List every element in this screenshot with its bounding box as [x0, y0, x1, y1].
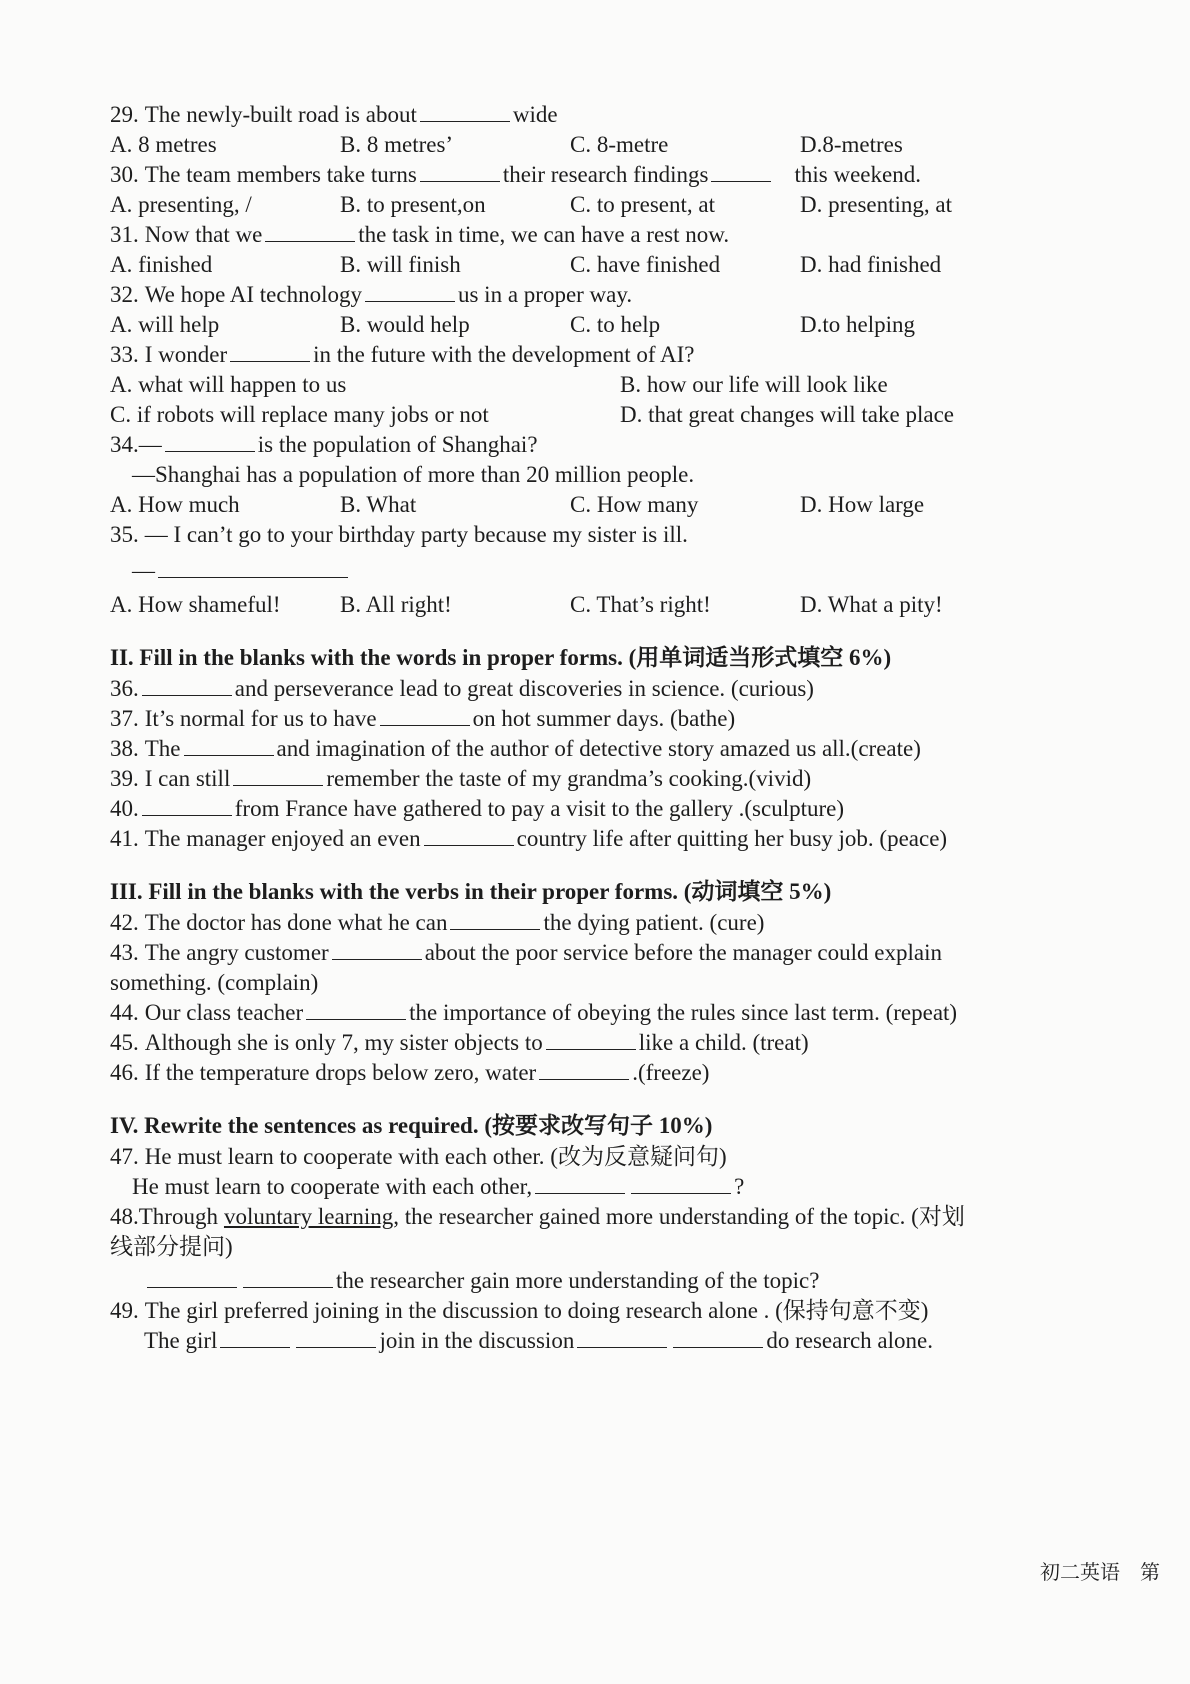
- answer-47: He must learn to cooperate with each other, ?: [132, 1174, 745, 1199]
- answer-blank[interactable]: [184, 735, 274, 756]
- answer-blank[interactable]: [142, 675, 232, 696]
- question-32: 32. We hope AI technology us in a proper way.: [110, 282, 633, 307]
- page-footer: 初二英语 第: [1040, 1560, 1160, 1584]
- answer-blank[interactable]: [243, 1267, 333, 1288]
- answer-blank[interactable]: [233, 765, 323, 786]
- answer-blank[interactable]: [265, 221, 355, 242]
- options-30: A. presenting, / B. to present,on C. to present, at D. presenting, at: [110, 192, 953, 217]
- question-48: 48. Through voluntary learning , the researcher gained more understanding of the topic. (对划: [110, 1202, 1110, 1232]
- section-title-2: II. Fill in the blanks with the words in proper forms. (用单词适当形式填空 6%): [110, 645, 892, 670]
- answer-blank[interactable]: [306, 999, 406, 1020]
- answer-blank[interactable]: [230, 341, 310, 362]
- question-35: 35. — I can’t go to your birthday party because my sister is ill.: [110, 522, 688, 547]
- options-33: A. what will happen to us B. how our life will look like C. if robots will replace many jobs or not D. that great changes will take place: [110, 372, 954, 427]
- question-33: 33. I wonder in the future with the development of AI?: [110, 342, 695, 367]
- question-46: 46. If the temperature drops below zero, water .(freeze): [110, 1060, 710, 1085]
- answer-blank[interactable]: [450, 909, 540, 930]
- options-34: A. How much B. What C. How many D. How large: [110, 492, 925, 517]
- question-47: 47. He must learn to cooperate with each other. (改为反意疑问句): [110, 1144, 727, 1169]
- exam-page: [110, 100, 1110, 1356]
- question-41: 41. The manager enjoyed an even country life after quitting her busy job. (peace): [110, 826, 948, 851]
- answer-blank[interactable]: [420, 161, 500, 182]
- section-title-3: III. Fill in the blanks with the verbs in their proper forms. (动词填空 5%): [110, 879, 832, 904]
- underlined-phrase: voluntary learning: [223, 1204, 394, 1229]
- question-48-cont: 线部分提问): [110, 1234, 233, 1259]
- section-title-4: IV. Rewrite the sentences as required. (按要求改写句子 10%): [110, 1113, 713, 1138]
- question-44: 44. Our class teacher the importance of obeying the rules since last term. (repeat): [110, 1000, 958, 1025]
- question-34: 34. — is the population of Shanghai?: [110, 432, 538, 457]
- answer-blank[interactable]: [631, 1173, 731, 1194]
- answer-blank[interactable]: [424, 825, 514, 846]
- answer-blank[interactable]: [165, 431, 255, 452]
- answer-blank[interactable]: [380, 705, 470, 726]
- question-43: 43. The angry customer about the poor service before the manager could explain: [110, 940, 942, 965]
- answer-blank[interactable]: [332, 939, 422, 960]
- answer-blank[interactable]: [147, 1267, 237, 1288]
- answer-blank[interactable]: [142, 795, 232, 816]
- question-30: 30. The team members take turns their research findings this weekend.: [110, 162, 921, 187]
- question-43-cont: something. (complain): [110, 970, 319, 995]
- answer-49: The girl join in the discussion do research alone.: [144, 1328, 933, 1353]
- question-37: 37. It’s normal for us to have on hot summer days. (bathe): [110, 706, 736, 731]
- answer-blank[interactable]: [546, 1029, 636, 1050]
- question-29: 29. The newly-built road is about wide: [110, 102, 558, 127]
- question-45: 45. Although she is only 7, my sister objects to like a child. (treat): [110, 1030, 809, 1055]
- options-32: A. will help B. would help C. to help D.to helping: [110, 312, 915, 337]
- answer-blank[interactable]: [220, 1327, 290, 1348]
- answer-48: the researcher gain more understanding of the topic?: [110, 1266, 1110, 1296]
- question-42: 42. The doctor has done what he can the dying patient. (cure): [110, 910, 765, 935]
- answer-blank[interactable]: [673, 1327, 763, 1348]
- question-38: 38. The and imagination of the author of detective story amazed us all.(create): [110, 736, 921, 761]
- answer-blank[interactable]: [711, 161, 771, 182]
- reply-34: —Shanghai has a population of more than 20 million people.: [132, 462, 695, 487]
- answer-blank[interactable]: [539, 1059, 629, 1080]
- answer-blank[interactable]: [577, 1327, 667, 1348]
- question-40: 40. from France have gathered to pay a visit to the gallery .(sculpture): [110, 796, 845, 821]
- question-39: 39. I can still remember the taste of my grandma’s cooking.(vivid): [110, 766, 812, 791]
- reply-35: —: [110, 556, 1110, 586]
- answer-blank[interactable]: [158, 557, 348, 578]
- answer-blank[interactable]: [420, 101, 510, 122]
- question-31: 31. Now that we the task in time, we can have a rest now.: [110, 222, 730, 247]
- options-31: A. finished B. will finish C. have finished D. had finished: [110, 252, 942, 277]
- options-35: A. How shameful! B. All right! C. That’s right! D. What a pity!: [110, 592, 943, 617]
- question-36: 36. and perseverance lead to great discoveries in science. (curious): [110, 676, 814, 701]
- answer-blank[interactable]: [365, 281, 455, 302]
- answer-blank[interactable]: [535, 1173, 625, 1194]
- options-29: A. 8 metres B. 8 metres’ C. 8-metre D.8-metres: [110, 132, 903, 157]
- answer-blank[interactable]: [296, 1327, 376, 1348]
- question-49: 49. The girl preferred joining in the discussion to doing research alone . (保持句意不变): [110, 1298, 929, 1323]
